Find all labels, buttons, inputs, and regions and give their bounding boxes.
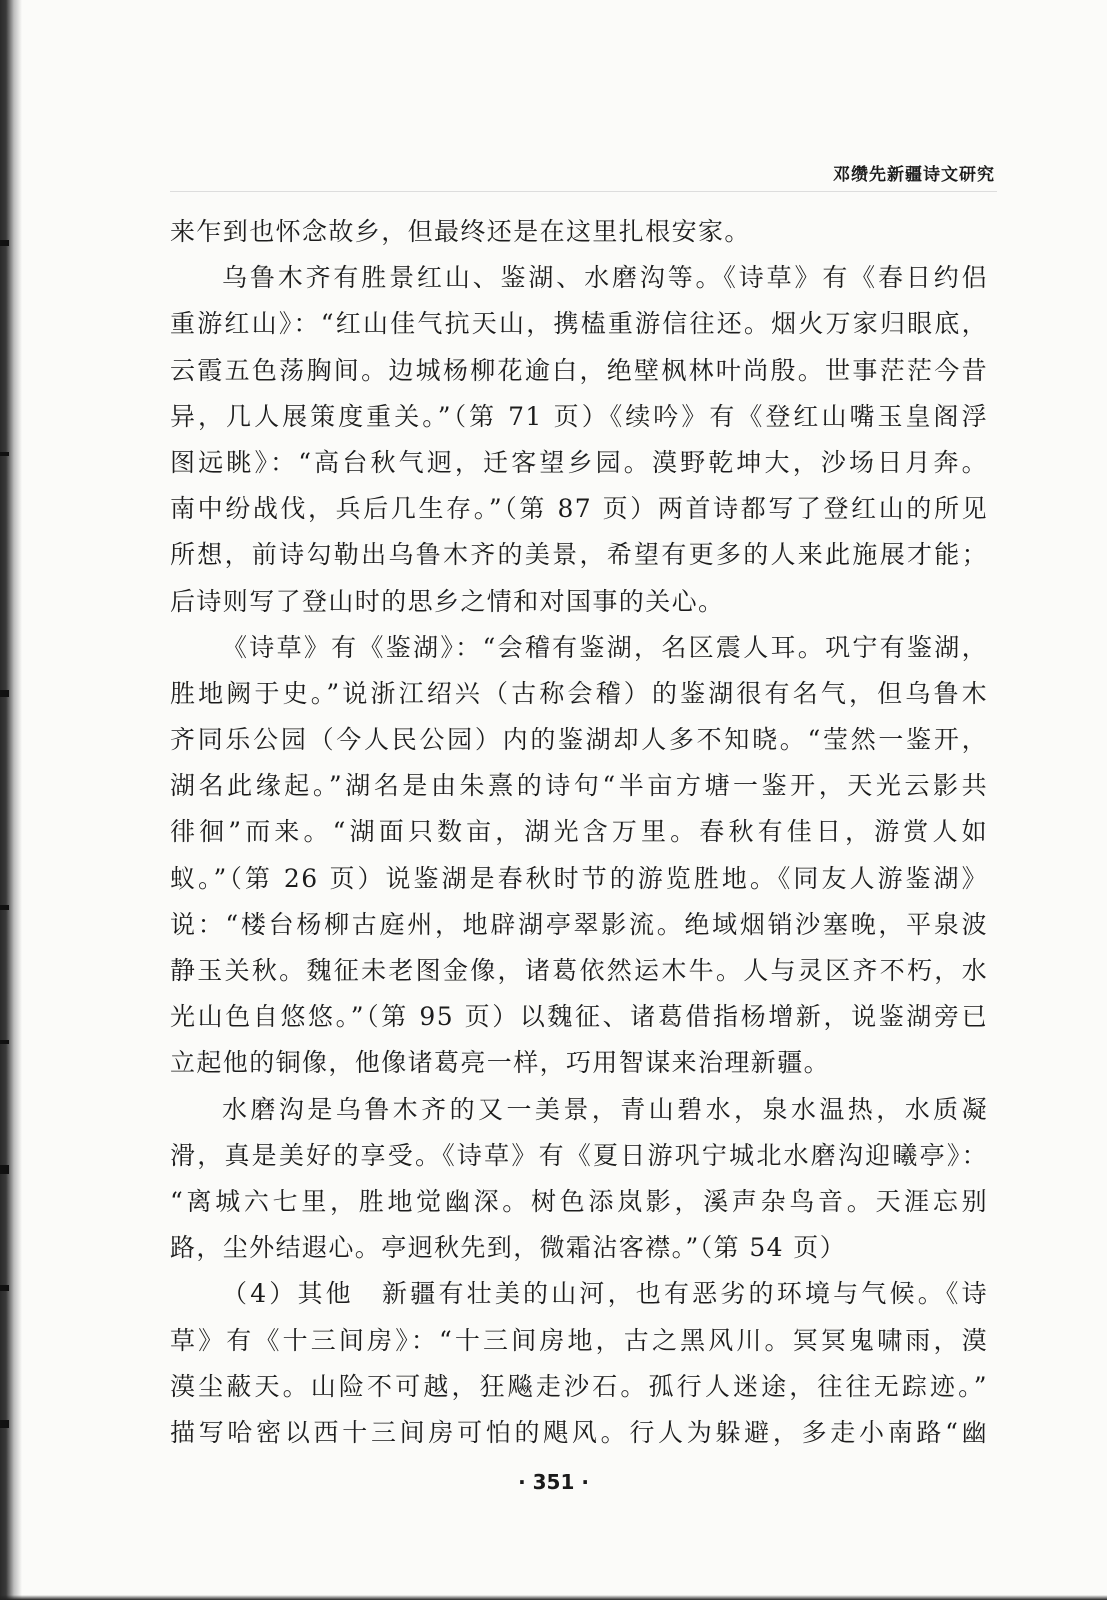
scan-speck	[0, 452, 9, 456]
text-line: 异，几人展策度重关。”（第 71 页）《续吟》有《登红山嘴玉皇阁浮	[170, 401, 988, 431]
text-line: 描写哈密以西十三间房可怕的飓风。行人为躲避，多走小南路“幽	[170, 1417, 988, 1447]
text-line: 乌鲁木齐有胜景红山、鉴湖、水磨沟等。《诗草》有《春日约侣	[222, 263, 988, 293]
body-text	[170, 209, 988, 1456]
text-line: 湖名此缘起。”湖名是由朱熹的诗句“半亩方塘一鉴开，天光云影共	[170, 771, 988, 801]
text-line: 立起他的铜像，他像诸葛亮一样，巧用智谋来治理新疆。	[170, 1048, 831, 1078]
text-line: 蚁。”（第 26 页）说鉴湖是春秋时节的游览胜地。《同友人游鉴湖》	[170, 863, 988, 893]
scan-speck	[0, 1285, 9, 1291]
text-line: 图远眺》：“高台秋气迥，迁客望乡园。漠野乾坤大，沙场日月奔。	[170, 447, 988, 477]
text-line: 说：“楼台杨柳古庭州，地辟湖亭翠影流。绝域烟销沙塞晚，平泉波	[170, 909, 988, 939]
scan-speck	[0, 905, 9, 910]
scan-speck	[0, 1165, 9, 1174]
running-header: 邓缵先新疆诗文研究	[833, 165, 995, 185]
page-number: · 351 ·	[518, 1470, 589, 1494]
text-line: 光山色自悠悠。”（第 95 页）以魏征、诸葛借指杨增新，说鉴湖旁已	[170, 1002, 988, 1032]
scan-speck	[0, 690, 9, 697]
text-line: 齐同乐公园（今人民公园）内的鉴湖却人多不知晓。“莹然一鉴开，	[170, 725, 988, 755]
text-line: 南中纷战伐，兵后几生存。”（第 87 页）两首诗都写了登红山的所见	[170, 494, 988, 524]
text-line: 所想，前诗勾勒出乌鲁木齐的美景，希望有更多的人来此施展才能；	[170, 540, 988, 570]
text-line: 漠尘蔽天。山险不可越，狂飚走沙石。孤行人迷途，往往无踪迹。”	[170, 1371, 988, 1401]
scan-edge-marks	[0, 0, 12, 1600]
text-line: 水磨沟是乌鲁木齐的又一美景，青山碧水，泉水温热，水质凝	[222, 1094, 988, 1124]
text-line: 来乍到也怀念故乡，但最终还是在这里扎根安家。	[170, 217, 751, 246]
header-rule	[170, 191, 997, 192]
text-line: 静玉关秋。魏征未老图金像，诸葛依然运木牛。人与灵区齐不朽，水	[170, 956, 988, 985]
text-line: 草》有《十三间房》：“十三间房地，古之黑风川。冥冥鬼啸雨，漠	[170, 1325, 988, 1355]
scan-speck	[0, 1420, 9, 1428]
text-line: （4）其他 新疆有壮美的山河，也有恶劣的环境与气候。《诗	[222, 1279, 988, 1309]
text-line: 后诗则写了登山时的思乡之情和对国事的关心。	[170, 586, 725, 616]
text-line: 云霞五色荡胸间。边城杨柳花逾白，绝壁枫林叶尚殷。世事茫茫今昔	[170, 355, 988, 385]
text-line: 《诗草》有《鉴湖》：“会稽有鉴湖，名区震人耳。巩宁有鉴湖，	[222, 632, 988, 662]
scan-bottom-edge	[0, 1595, 1107, 1600]
text-line: 滑，真是美好的享受。《诗草》有《夏日游巩宁城北水磨沟迎曦亭》：	[170, 1140, 988, 1170]
text-line: 路，尘外结遐心。亭迥秋先到，微霜沾客襟。”（第 54 页）	[170, 1233, 847, 1263]
text-line: “离城六七里，胜地觉幽深。树色添岚影，溪声杂鸟音。天涯忘别	[170, 1186, 988, 1216]
scan-speck	[0, 1040, 9, 1044]
text-line: 重游红山》：“红山佳气抗天山，携榼重游信往还。烟火万家归眼底，	[170, 309, 988, 339]
scan-speck	[0, 240, 9, 246]
text-line: 胜地阙于史。”说浙江绍兴（古称会稽）的鉴湖很有名气，但乌鲁木	[170, 678, 988, 708]
text-line: 徘徊”而来。“湖面只数亩，湖光含万里。春秋有佳日，游赏人如	[170, 817, 988, 847]
